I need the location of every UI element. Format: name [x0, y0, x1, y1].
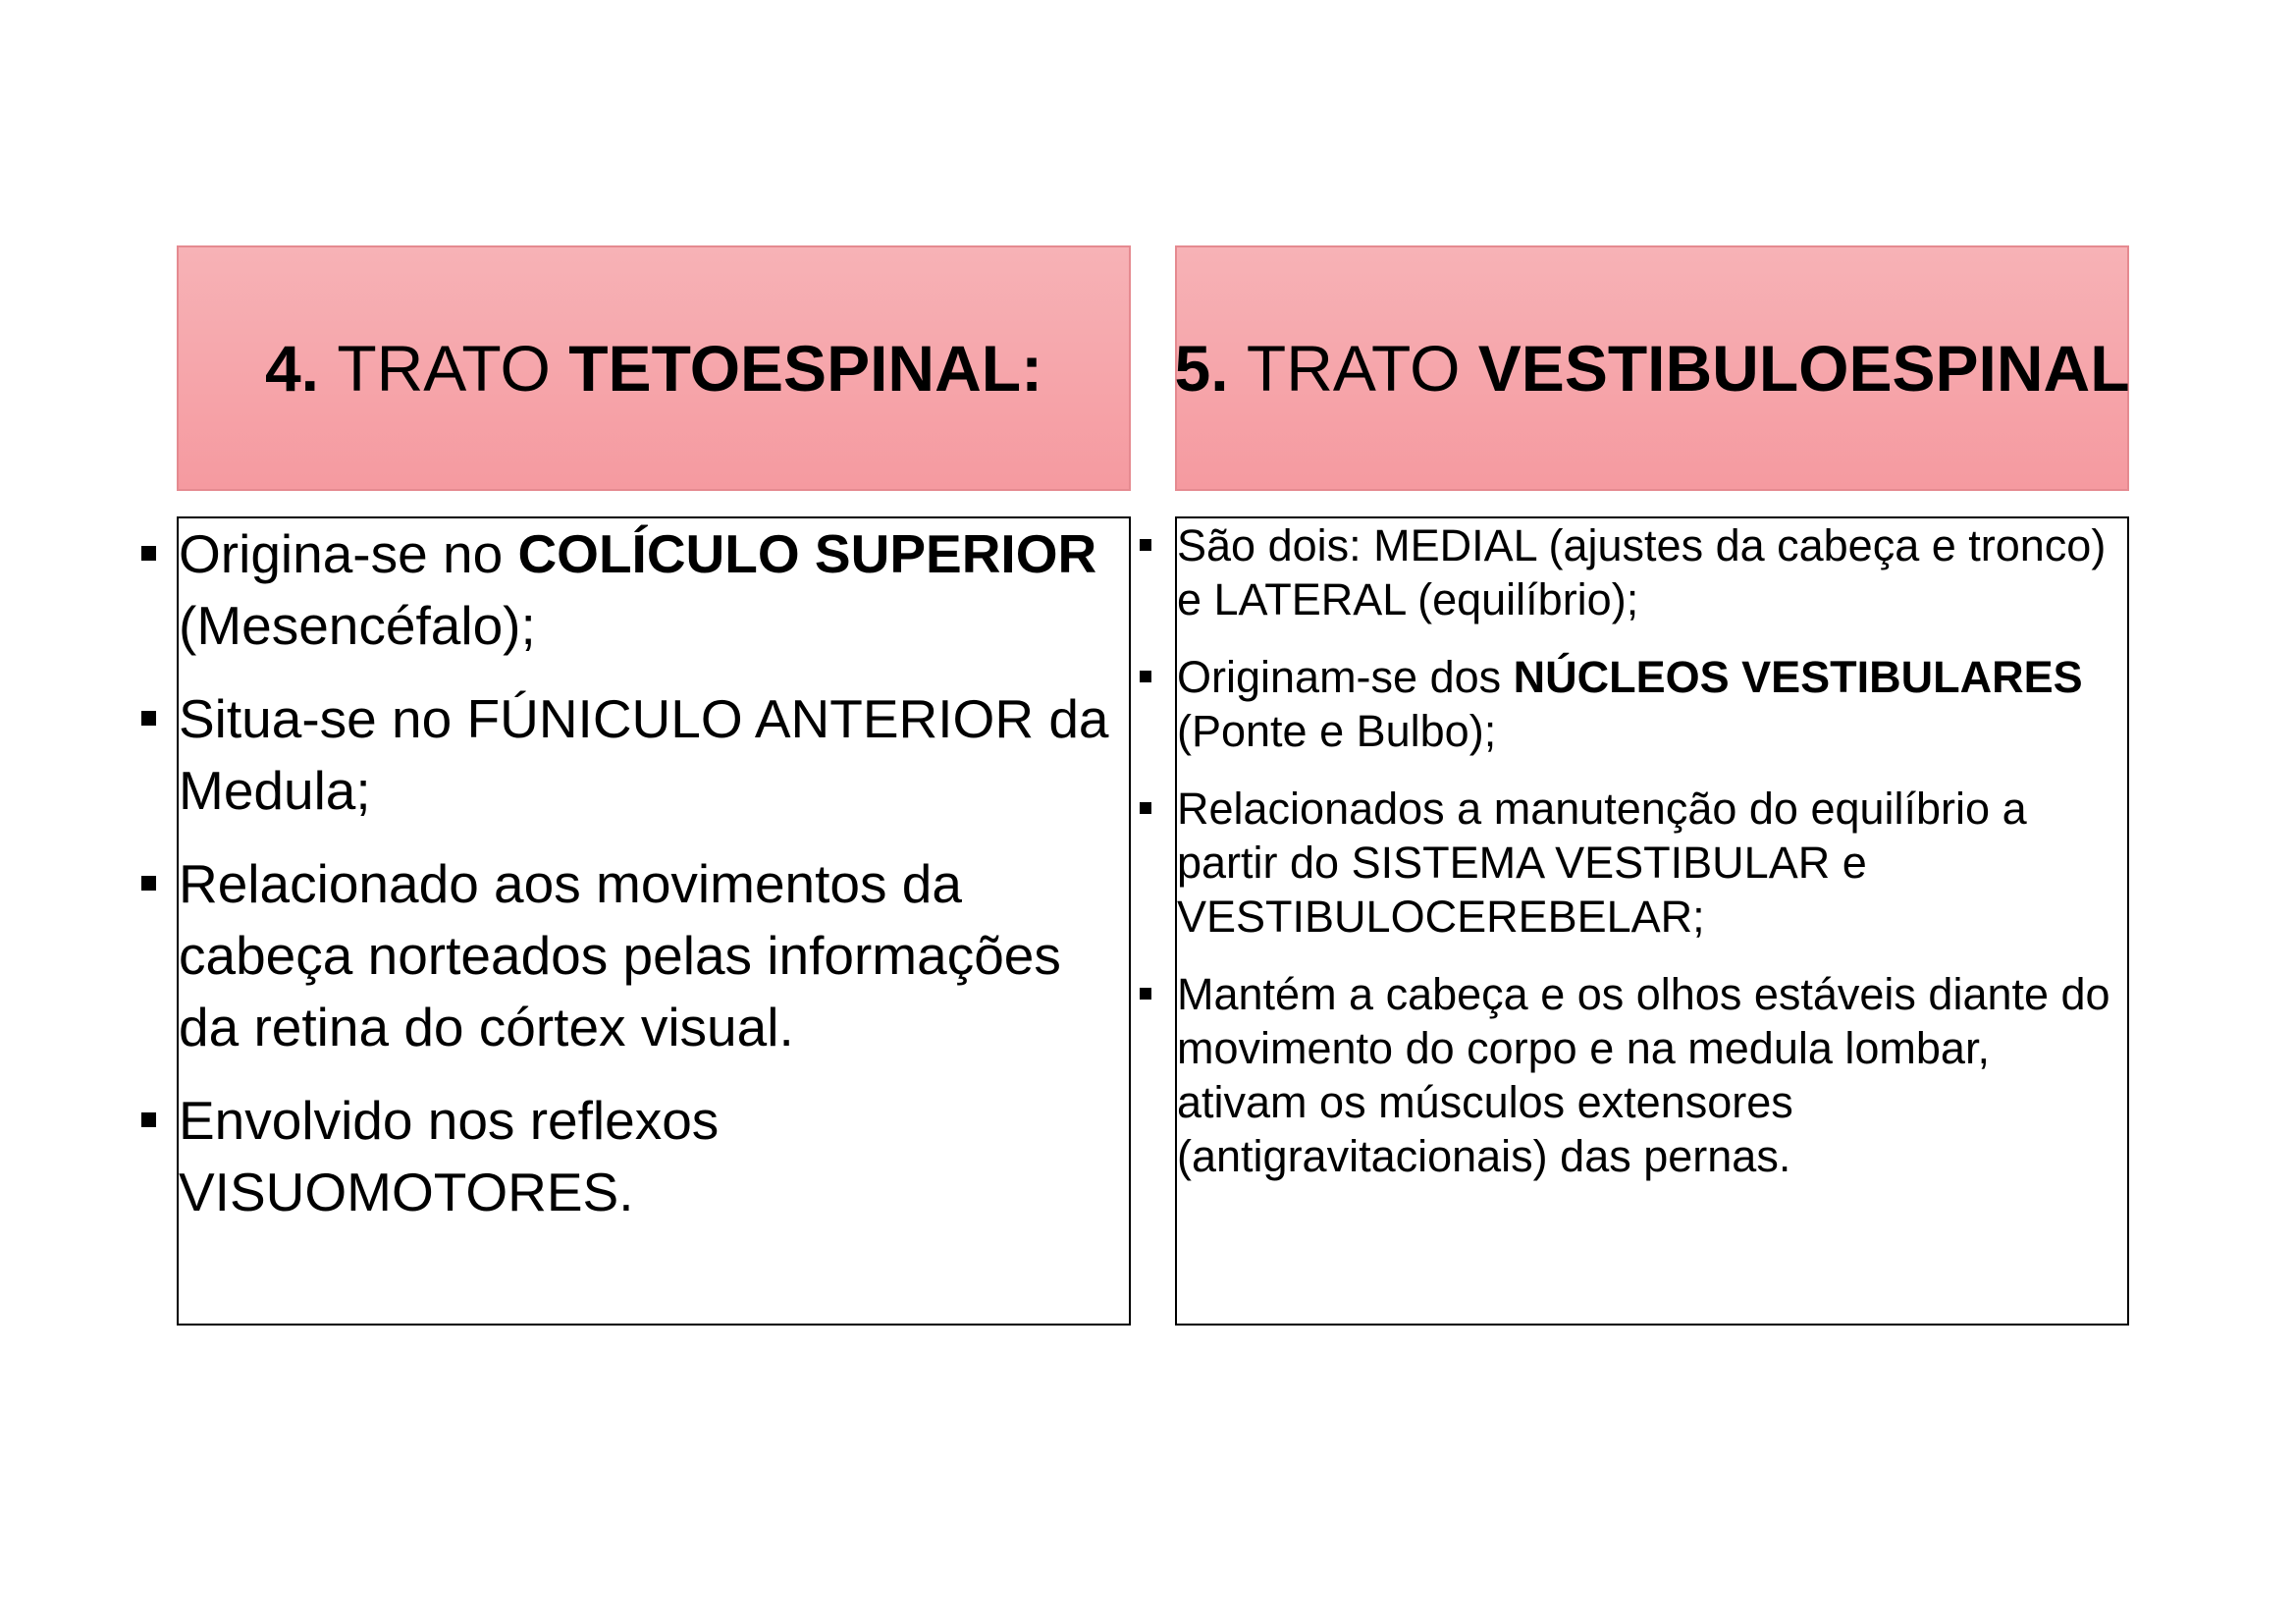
item-text: Situa-se no FÚNICULO ANTERIOR da Medula; [179, 688, 1109, 821]
item-text: Relacionado aos movimentos da cabeça norteados pelas informações da retina do córtex visual. [179, 853, 1061, 1057]
list-item [179, 518, 1129, 662]
header-word: TRATO [1246, 332, 1461, 405]
item-text: Origina-se no [179, 523, 518, 584]
item-bold-text: COLÍCULO SUPERIOR [517, 523, 1097, 584]
tetoespinal-content-box [177, 516, 1131, 1326]
square-bullet-icon [1140, 539, 1151, 551]
list-item [179, 848, 1129, 1063]
list-item [179, 683, 1129, 827]
square-bullet-icon [141, 546, 156, 561]
item-text: Envolvido nos reflexos VISUOMOTORES. [179, 1090, 720, 1222]
item-bold-text: NÚCLEOS VESTIBULARES [1513, 652, 2083, 702]
header-number: 5. [1174, 332, 1229, 405]
item-text: São dois: MEDIAL (ajustes da cabeça e tronco) e LATERAL (equilíbrio); [1177, 520, 2107, 624]
square-bullet-icon [141, 1112, 156, 1127]
square-bullet-icon [1140, 988, 1151, 1000]
list-item [179, 1085, 1129, 1228]
header-word: TRATO [337, 332, 551, 405]
tetoespinal-header [177, 245, 1131, 491]
item-text-after: (Mesencéfalo); [179, 595, 536, 656]
header-tract-name: TETOESPINAL: [568, 332, 1043, 405]
header-number: 4. [264, 332, 319, 405]
item-text: Originam-se dos [1177, 652, 1514, 702]
list-item [1177, 518, 2127, 626]
list-item [1177, 782, 2127, 944]
item-text-after: (Ponte e Bulbo); [1177, 706, 1497, 756]
list-item [1177, 650, 2127, 758]
tetoespinal-bullet-list [179, 518, 1129, 1228]
item-text: Relacionados a manutenção do equilíbrio a partir do SISTEMA VESTIBULAR e VESTIBULOCEREBELAR; [1177, 784, 2027, 942]
list-item [1177, 967, 2127, 1183]
square-bullet-icon [1140, 671, 1151, 682]
item-text: Mantém a cabeça e os olhos estáveis diante do movimento do corpo e na medula lombar, ativam os músculos extensores (antigravitacionais) das pernas. [1177, 969, 2110, 1181]
vestibuloespinal-header [1175, 245, 2129, 491]
header-tract-name: VESTIBULOESPINAL [1477, 332, 2130, 405]
vestibuloespinal-content-box [1175, 516, 2129, 1326]
square-bullet-icon [141, 711, 156, 726]
vestibuloespinal-bullet-list [1177, 518, 2127, 1183]
square-bullet-icon [1140, 802, 1151, 814]
square-bullet-icon [141, 876, 156, 891]
